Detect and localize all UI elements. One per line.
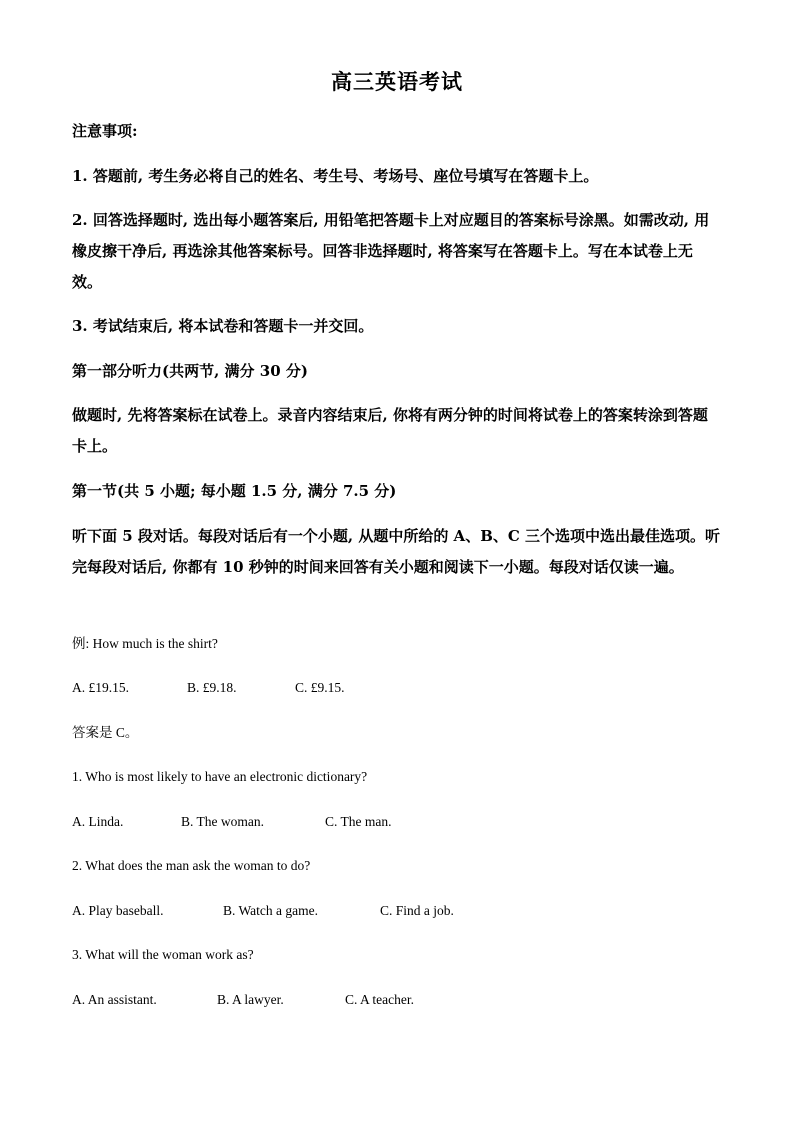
option-b: B. A lawyer.	[217, 992, 284, 1007]
question-1: 1. Who is most likely to have an electronic dictionary?	[72, 769, 368, 784]
option-a: A. An assistant.	[72, 992, 157, 1007]
example-options	[72, 676, 722, 700]
option-c: C. Find a job.	[380, 903, 454, 918]
question-2: 2. What does the man ask the woman to do?	[72, 858, 311, 873]
page-title: 高三英语考试	[331, 69, 463, 94]
question-1-options	[72, 810, 722, 834]
notice-item-2: 2. 回答选择题时, 选出每小题答案后, 用铅笔把答题卡上对应题目的答案标号涂黑。如需改动, 用橡皮擦干净后, 再选涂其他答案标号。回答非选择题时, 将答案写在答题卡上。写在本试卷上无效。	[72, 211, 710, 291]
notice-item-1: 1. 答题前, 考生务必将自己的姓名、考生号、考场号、座位号填写在答题卡上。	[72, 167, 599, 185]
question-3-options	[72, 988, 722, 1012]
question-2-options	[72, 899, 722, 923]
option-a: A. Play baseball.	[72, 903, 164, 918]
part1-heading: 第一部分听力(共两节, 满分 30 分)	[72, 362, 308, 380]
option-b: B. Watch a game.	[223, 903, 319, 918]
option-a: A. £19.15.	[72, 680, 129, 695]
section1-heading: 第一节(共 5 小题; 每小题 1.5 分, 满分 7.5 分)	[72, 482, 397, 500]
notice-item-3: 3. 考试结束后, 将本试卷和答题卡一并交回。	[72, 317, 374, 335]
part1-instruction: 做题时, 先将答案标在试卷上。录音内容结束后, 你将有两分钟的时间将试卷上的答案转涂到答题卡上。	[72, 406, 708, 455]
option-c: C. £9.15.	[295, 680, 345, 695]
example-question: 例: How much is the shirt?	[72, 636, 218, 651]
option-b: B. The woman.	[181, 814, 264, 829]
option-c: C. A teacher.	[345, 992, 414, 1007]
question-3: 3. What will the woman work as?	[72, 947, 254, 962]
option-b: B. £9.18.	[187, 680, 237, 695]
example-answer: 答案是 C。	[72, 725, 139, 740]
section1-instruction: 听下面 5 段对话。每段对话后有一个小题, 从题中所给的 A、B、C 三个选项中选出最佳选项。听完每段对话后, 你都有 10 秒钟的时间来回答有关小题和阅读下一小题。每段对话仅读一遍。	[72, 527, 721, 576]
notice-heading: 注意事项:	[72, 122, 138, 140]
option-c: C. The man.	[325, 814, 392, 829]
option-a: A. Linda.	[72, 814, 124, 829]
